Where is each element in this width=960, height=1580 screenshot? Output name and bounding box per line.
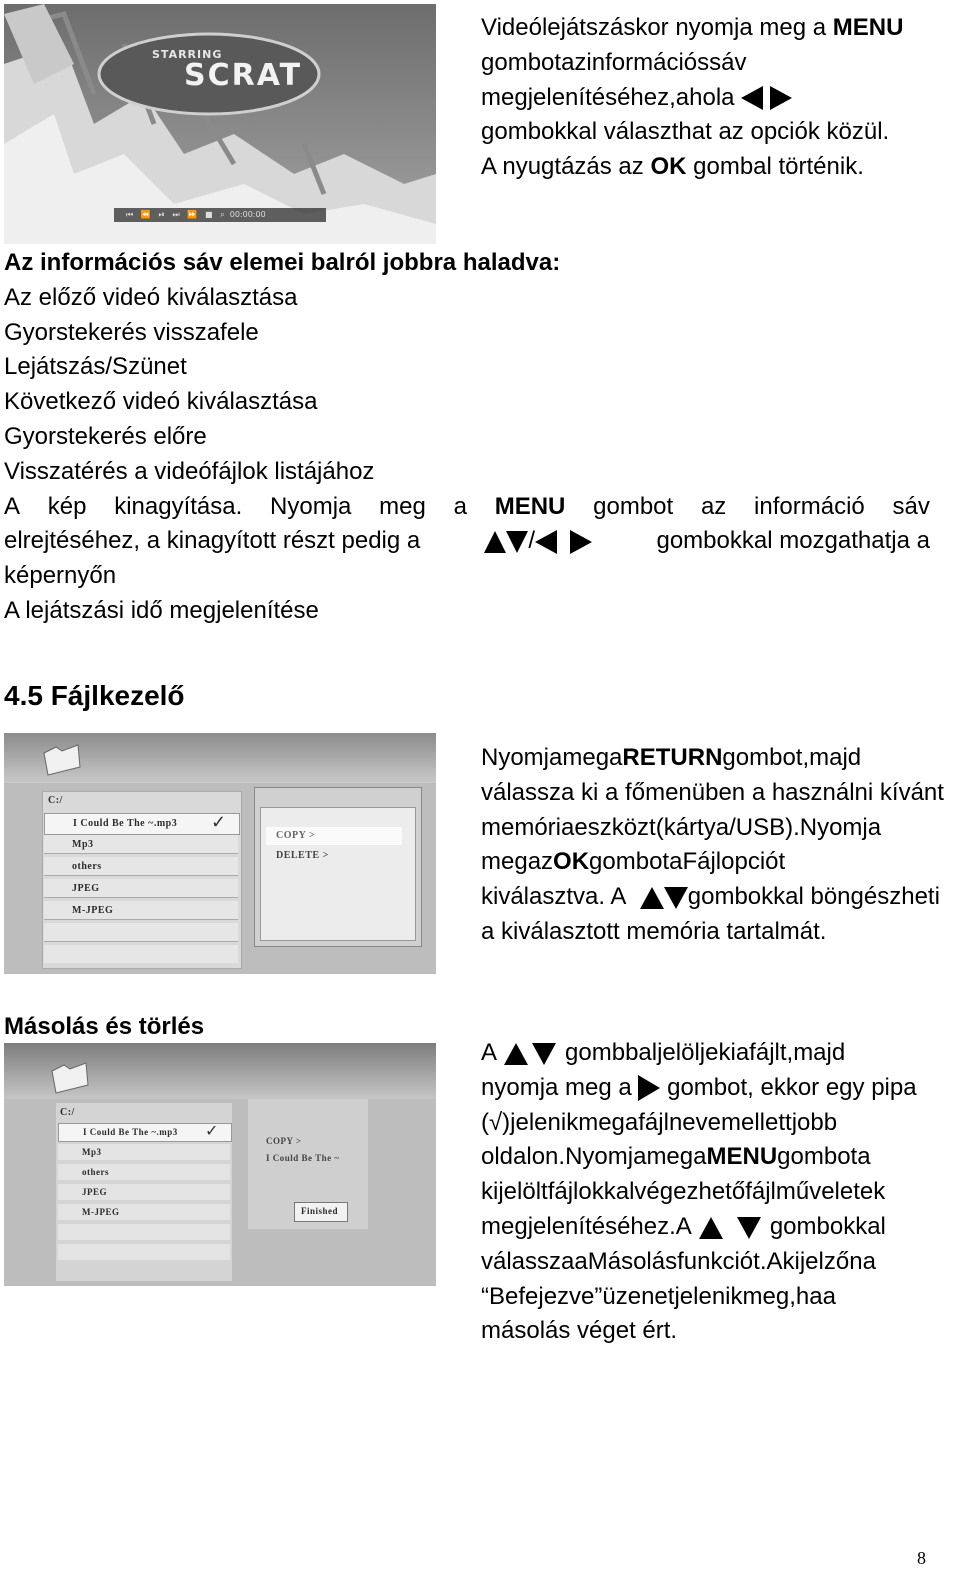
up-down-arrow-icon [502,1042,558,1066]
play-pause-icon[interactable]: ⏯ [158,210,165,219]
checkmark-icon: ✓ [205,1123,219,1140]
path-label: C:/ [60,1107,75,1118]
next-icon[interactable]: ⏭ [172,210,180,219]
rewind-icon[interactable]: ⏪ [140,210,151,219]
list-item: Visszatérés a videófájlok listájához [4,457,375,485]
starring-label: STARRING [152,48,223,61]
file-manager-paragraph: NyomjamegaRETURNgombot,majd válassza ki a főmenüben a használni kívánt memóriaeszközt(kártya/USB).Nyomja megazOKgombotaFájlopciót kiválasztva. A gombokkal böngészheti a kiválasztott memória tartalmát. [481,744,944,945]
copy-screenshot [4,1043,436,1286]
section-heading-file-manager: 4.5 Fájlkezelő [4,680,185,711]
list-item[interactable]: I Could Be The ~.mp3 ✓ [58,1123,232,1142]
list-item: Lejátszás/Szünet [4,353,187,381]
movie-title: SCRAT [184,58,303,93]
right-arrow-icon [770,86,792,110]
list-item[interactable]: JPEG [44,879,238,898]
list-item[interactable]: others [58,1164,230,1180]
up-down-arrow-icon [697,1216,763,1240]
finished-button[interactable]: Finished [294,1202,348,1222]
info-bar [126,210,266,220]
path-label: C:/ [48,795,63,806]
list-item[interactable]: M-JPEG [44,901,238,920]
list-item[interactable]: I Could Be The ~.mp3 ✓ [44,813,240,835]
file-manager-screenshot [4,733,436,974]
folder-icon [50,1061,90,1095]
list-item[interactable]: JPEG [58,1184,230,1200]
page-number: 8 [917,1548,926,1568]
zoom-item-line3: képernyőn [4,562,117,590]
copy-file-name: I Could Be The ~ [266,1153,340,1163]
down-arrow-icon [664,887,688,909]
time-display: 00:00:00 [229,210,266,219]
info-list-heading: Az információs sáv elemei balról jobbra haladva: [4,249,561,276]
list-item[interactable]: others [44,857,238,876]
zoom-item-line2: elrejtéséhez, a kinagyított részt pedig a / gombokkal mozgathatja a [4,527,930,555]
video-playback-screenshot [4,4,436,244]
down-arrow-icon [506,531,528,553]
list-item: A lejátszási idő megjelenítése [4,597,319,624]
checkmark-icon: ✓ [211,812,227,832]
copy-status-label: COPY > [266,1136,302,1146]
zoom-item-line1: A kép kinagyítása. Nyomja meg a MENU gombot az információ sáv [4,492,930,520]
list-item: Gyorstekerés visszafele [4,318,259,346]
left-arrow-icon [535,530,557,554]
intro-paragraph: Videólejátszáskor nyomja meg a MENU gombotazinformációssáv megjelenítéséhez,ahola gombokkal választhat az opciók közül. A nyugtázás az OK gombal történik. [481,14,904,181]
zoom-icon[interactable]: ⌕ [220,210,225,219]
left-arrow-icon [741,86,763,110]
list-item[interactable]: M-JPEG [58,1204,230,1220]
up-arrow-icon [640,887,664,909]
list-item[interactable]: Mp3 [58,1144,230,1160]
copy-menu-item[interactable]: COPY > [266,827,402,845]
stop-icon[interactable]: ■ [204,210,213,219]
up-arrow-icon [484,531,506,553]
list-item: Gyorstekerés előre [4,423,207,450]
delete-menu-item[interactable]: DELETE > [276,850,329,861]
folder-icon [42,743,82,777]
right-arrow-icon [570,530,592,554]
section-heading-copy-delete: Másolás és törlés [4,1013,205,1040]
forward-icon[interactable]: ⏩ [187,210,198,219]
prev-icon[interactable]: ⏮ [126,210,134,219]
list-item: Az előző videó kiválasztása [4,283,298,311]
copy-paragraph: A gombbaljelöljekiafájlt,majd nyomja meg a gombot, ekkor egy pipa (√)jelenikmegafájlnevemellettjobb oldalon.NyomjamegaMENUgombota kijelöltfájlokkalvégezhetőfájlműveletek megjelenítéséhez.A gombokkal válasszaaMásolásfunkciót.Akijelzőna “Befejezve”üzenetjelenikmeg,haa másolás véget ért. [481,1039,917,1345]
list-item: Következő videó kiválasztása [4,388,318,416]
list-item[interactable]: Mp3 [44,835,238,854]
right-arrow-icon [638,1075,660,1101]
